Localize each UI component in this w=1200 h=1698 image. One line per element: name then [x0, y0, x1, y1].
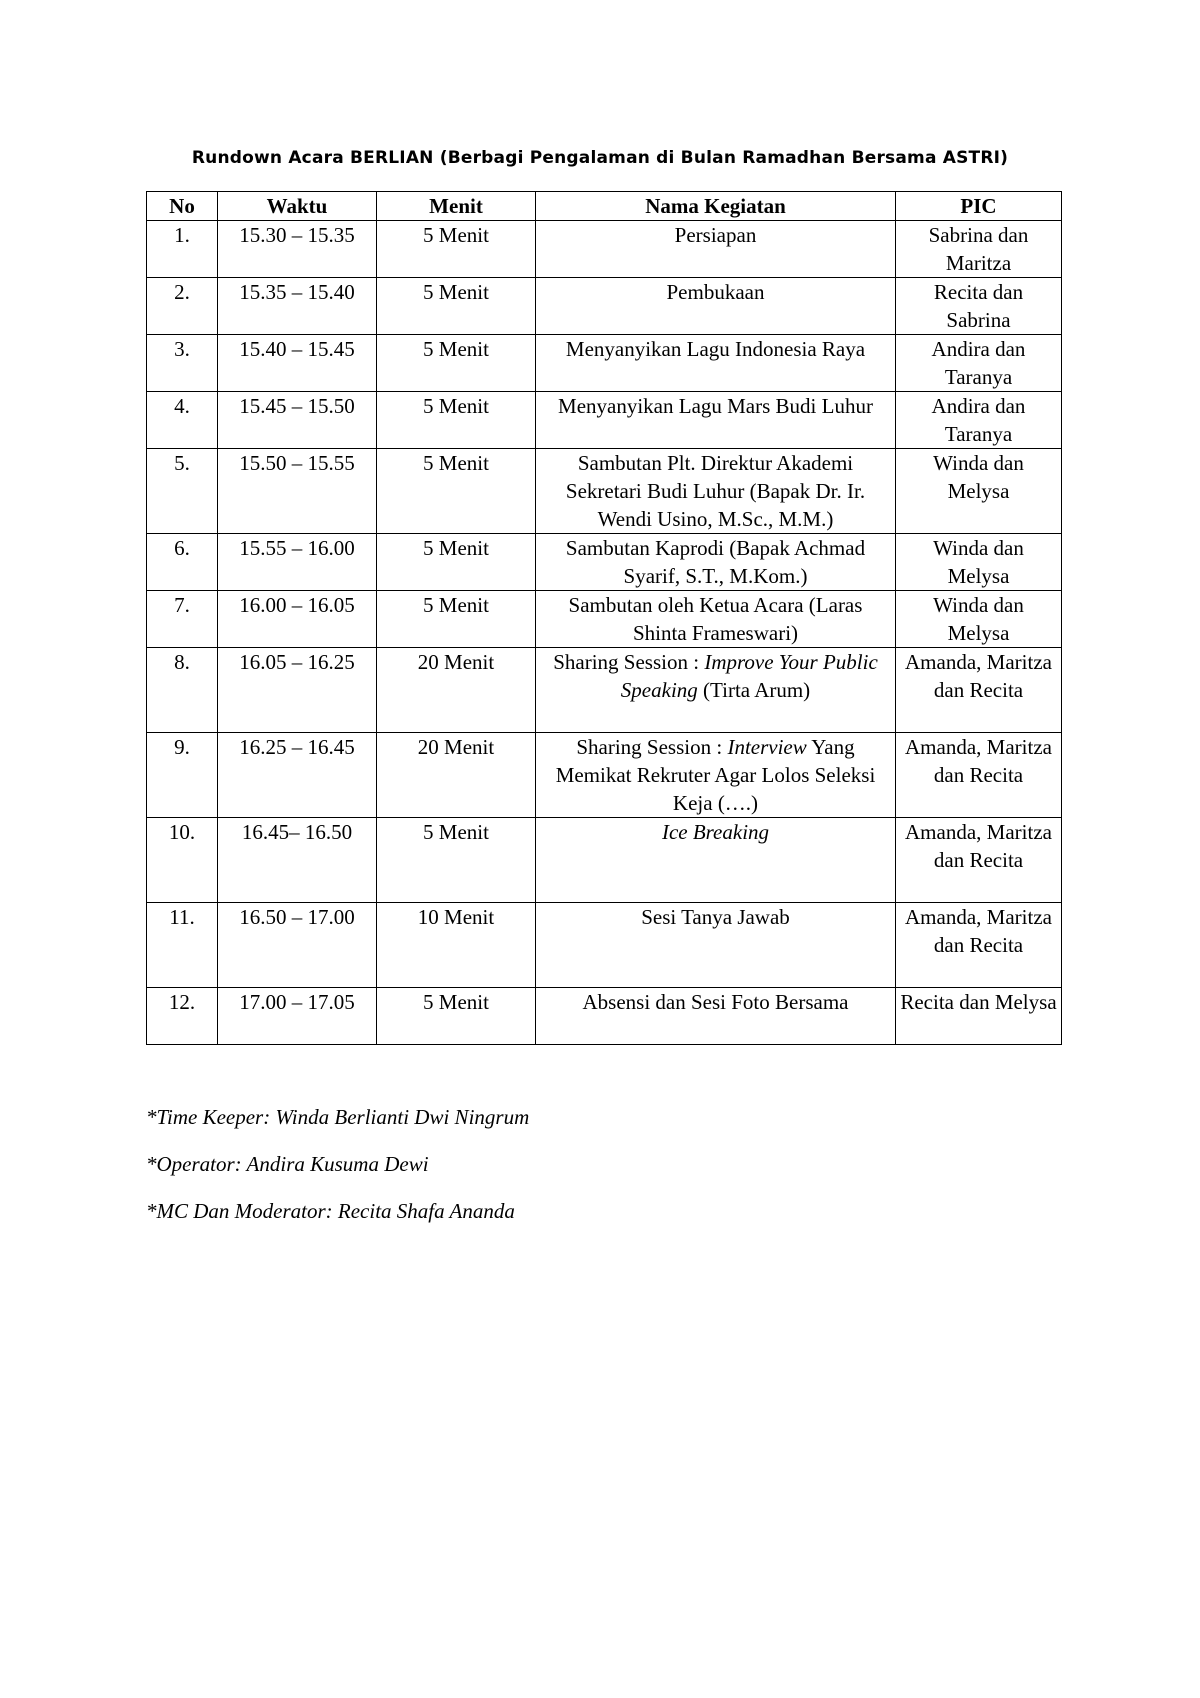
rundown-table [146, 191, 1062, 1045]
cell-menit: 20 Menit [377, 648, 536, 733]
cell-no: 6. [147, 534, 218, 591]
header-menit: Menit [377, 192, 536, 221]
cell-menit: 5 Menit [377, 449, 536, 534]
cell-pic: Amanda, Maritza dan Recita [896, 818, 1062, 903]
cell-no: 7. [147, 591, 218, 648]
cell-no: 10. [147, 818, 218, 903]
note-time-keeper: *Time Keeper: Winda Berlianti Dwi Ningrum [146, 1105, 530, 1129]
document-title: Rundown Acara BERLIAN (Berbagi Pengalaman di Bulan Ramadhan Bersama ASTRI) [191, 148, 1009, 168]
cell-menit: 20 Menit [377, 733, 536, 818]
cell-nama-kegiatan [536, 392, 896, 449]
cell-no: 11. [147, 903, 218, 988]
cell-waktu: 16.45– 16.50 [218, 818, 377, 903]
note-operator: *Operator: Andira Kusuma Dewi [146, 1152, 429, 1176]
header-pic: PIC [896, 192, 1062, 221]
cell-waktu: 17.00 – 17.05 [218, 988, 377, 1045]
table-row [147, 818, 1062, 903]
cell-waktu: 16.00 – 16.05 [218, 591, 377, 648]
activity-text: Menyanyikan Lagu Mars Budi Luhur [558, 394, 873, 418]
cell-waktu: 15.40 – 15.45 [218, 335, 377, 392]
activity-text: Sambutan oleh Ketua Acara (Laras Shinta Frameswari) [568, 593, 863, 645]
table-row [147, 591, 1062, 648]
cell-menit: 10 Menit [377, 903, 536, 988]
cell-pic: Recita dan Melysa [896, 988, 1062, 1045]
cell-waktu: 16.25 – 16.45 [218, 733, 377, 818]
activity-text: Yang Memikat Rekruter Agar Lolos Seleksi Keja (….) [555, 735, 876, 815]
table-row [147, 392, 1062, 449]
cell-no: 1. [147, 221, 218, 278]
header-waktu: Waktu [218, 192, 377, 221]
activity-text-italic: Improve Your Public Speaking [620, 650, 878, 702]
activity-text: Persiapan [674, 223, 757, 247]
activity-text: Sesi Tanya Jawab [641, 905, 790, 929]
cell-pic: Sabrina dan Maritza [896, 221, 1062, 278]
table-row [147, 449, 1062, 534]
cell-nama-kegiatan [536, 818, 896, 903]
cell-nama-kegiatan [536, 988, 896, 1045]
cell-pic: Andira dan Taranya [896, 392, 1062, 449]
cell-nama-kegiatan [536, 221, 896, 278]
cell-nama-kegiatan [536, 733, 896, 818]
activity-text-italic: Interview [727, 735, 807, 759]
cell-pic: Amanda, Maritza dan Recita [896, 733, 1062, 818]
cell-nama-kegiatan [536, 903, 896, 988]
header-nama-kegiatan: Nama Kegiatan [536, 192, 896, 221]
cell-menit: 5 Menit [377, 534, 536, 591]
table-row [147, 648, 1062, 733]
activity-text: Sambutan Plt. Direktur Akademi Sekretari Budi Luhur (Bapak Dr. Ir. Wendi Usino, M.Sc., M.M.) [565, 451, 866, 531]
cell-pic: Amanda, Maritza dan Recita [896, 648, 1062, 733]
cell-nama-kegiatan [536, 449, 896, 534]
cell-menit: 5 Menit [377, 335, 536, 392]
note-mc-moderator: *MC Dan Moderator: Recita Shafa Ananda [146, 1199, 515, 1223]
activity-text: Pembukaan [666, 280, 765, 304]
activity-text-italic: Ice Breaking [661, 820, 770, 844]
cell-no: 8. [147, 648, 218, 733]
table-body [147, 221, 1062, 1045]
cell-pic: Winda dan Melysa [896, 534, 1062, 591]
notes-section [146, 1094, 529, 1235]
cell-pic: Winda dan Melysa [896, 591, 1062, 648]
cell-nama-kegiatan [536, 335, 896, 392]
cell-waktu: 15.55 – 16.00 [218, 534, 377, 591]
cell-waktu: 15.30 – 15.35 [218, 221, 377, 278]
cell-nama-kegiatan [536, 648, 896, 733]
cell-no: 2. [147, 278, 218, 335]
cell-nama-kegiatan [536, 278, 896, 335]
cell-waktu: 16.50 – 17.00 [218, 903, 377, 988]
cell-no: 5. [147, 449, 218, 534]
cell-menit: 5 Menit [377, 818, 536, 903]
cell-waktu: 15.50 – 15.55 [218, 449, 377, 534]
cell-nama-kegiatan [536, 591, 896, 648]
table-row [147, 903, 1062, 988]
cell-pic: Winda dan Melysa [896, 449, 1062, 534]
cell-pic: Amanda, Maritza dan Recita [896, 903, 1062, 988]
cell-nama-kegiatan [536, 534, 896, 591]
table-row [147, 534, 1062, 591]
cell-waktu: 15.35 – 15.40 [218, 278, 377, 335]
table-row [147, 335, 1062, 392]
cell-menit: 5 Menit [377, 988, 536, 1045]
activity-text: (Tirta Arum) [697, 678, 811, 702]
activity-text: Sambutan Kaprodi (Bapak Achmad Syarif, S.T., M.Kom.) [565, 536, 866, 588]
cell-menit: 5 Menit [377, 591, 536, 648]
activity-text: Menyanyikan Lagu Indonesia Raya [565, 337, 866, 361]
activity-text: Sharing Session : [576, 735, 728, 759]
table-row [147, 278, 1062, 335]
cell-menit: 5 Menit [377, 278, 536, 335]
cell-no: 3. [147, 335, 218, 392]
cell-pic: Recita dan Sabrina [896, 278, 1062, 335]
header-no: No [147, 192, 218, 221]
cell-no: 4. [147, 392, 218, 449]
activity-text: Absensi dan Sesi Foto Bersama [582, 990, 849, 1014]
cell-pic: Andira dan Taranya [896, 335, 1062, 392]
cell-waktu: 16.05 – 16.25 [218, 648, 377, 733]
cell-menit: 5 Menit [377, 392, 536, 449]
cell-waktu: 15.45 – 15.50 [218, 392, 377, 449]
cell-no: 9. [147, 733, 218, 818]
table-row [147, 988, 1062, 1045]
table-row [147, 733, 1062, 818]
activity-text: Sharing Session : [553, 650, 705, 674]
table-header-row [147, 192, 1062, 221]
cell-no: 12. [147, 988, 218, 1045]
cell-menit: 5 Menit [377, 221, 536, 278]
table-row [147, 221, 1062, 278]
